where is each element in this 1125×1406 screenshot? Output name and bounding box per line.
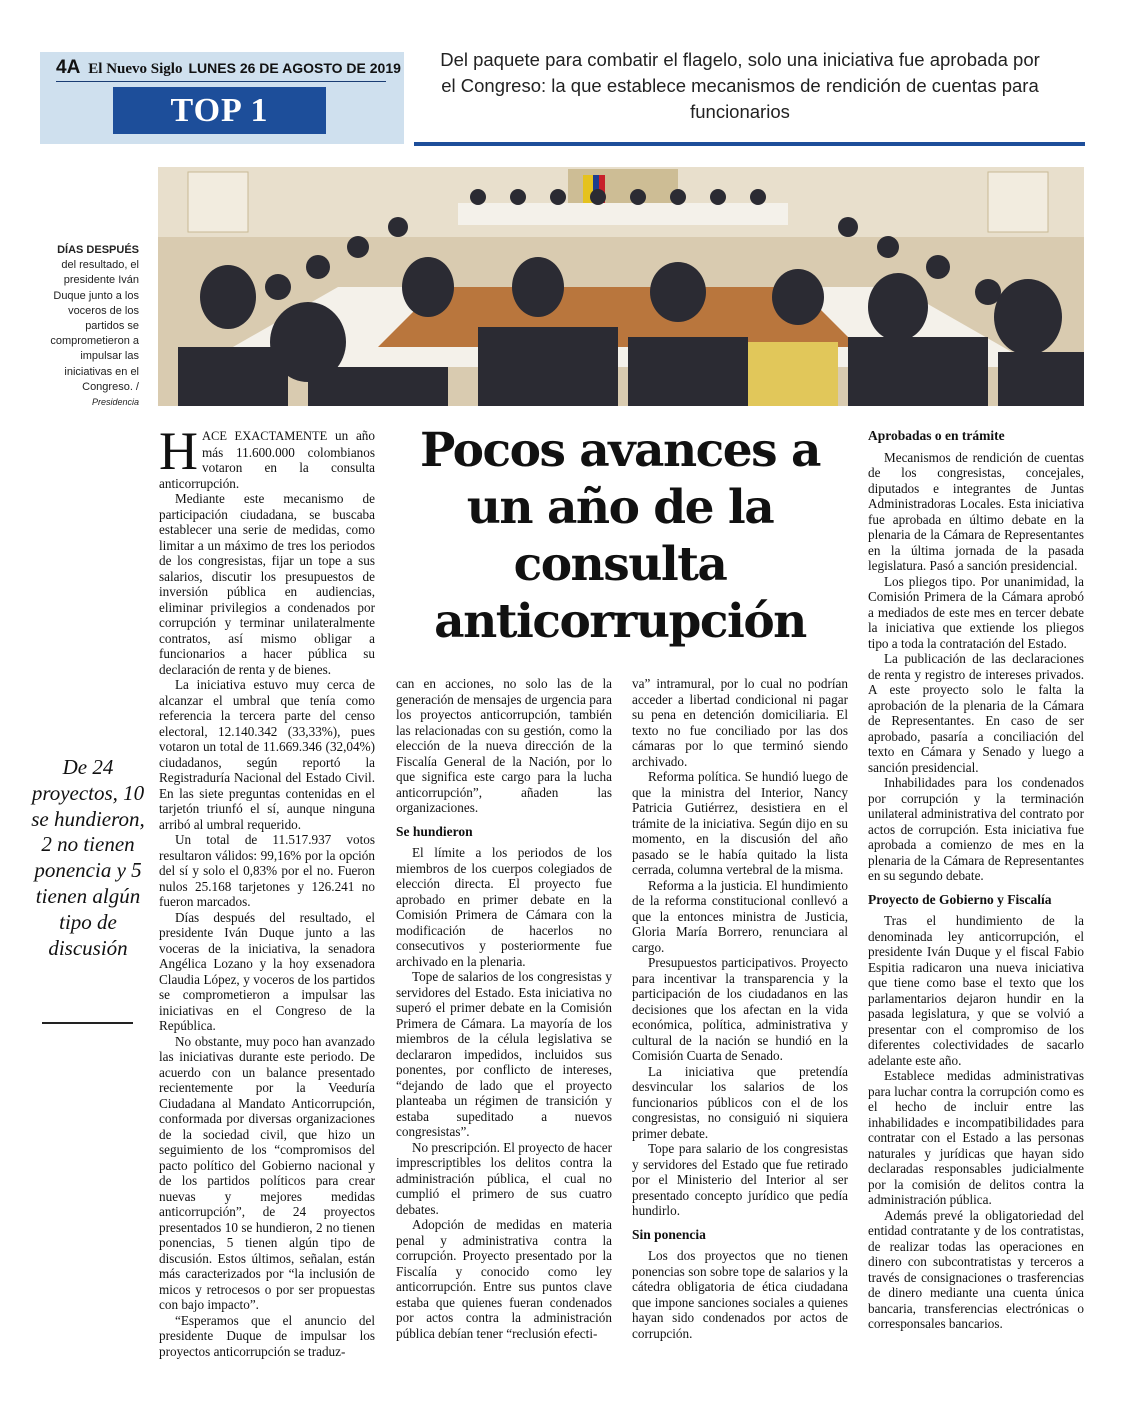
article-paragraph: Tope para salario de los congresistas y servidores del Estado que fue retirado por el Ministerio del Interior al ser presentado concepto jurídico que pedía hundirlo.	[632, 1141, 848, 1218]
folio-line	[56, 57, 401, 82]
article-column-4	[868, 428, 1084, 1332]
subheading: Proyecto de Gobierno y Fiscalía	[868, 891, 1052, 907]
kicker-text: Del paquete para combatir el flagelo, solo una iniciativa fue aprobada por el Congreso: la que establece mecanismos de rendición de cuentas para funcionarios	[440, 49, 1040, 122]
meeting-photo	[158, 167, 1084, 406]
photo-caption	[36, 243, 139, 410]
page-number: 4A	[56, 57, 81, 78]
article-paragraph: Días después del resultado, el presidente Iván Duque junto a las voceras de la iniciativa, la senadora Angélica Lozano y la hoy exsenadora Claudia López, y voceros de los partidos se comprometieron a impulsar las iniciativas en el Congreso de la República.	[159, 909, 375, 1033]
article-paragraph: Presupuestos participativos. Proyecto para incentivar la transparencia y la participación de los ciudadanos en las decisiones que los afectan en la vida económica, política, administrativa y cultural de la nación se hundió en la Comisión Cuarta de Senado.	[632, 955, 848, 1063]
kicker-rule	[414, 142, 1085, 146]
article-column-1	[159, 421, 375, 1359]
article-paragraph: Los dos proyectos que no tienen ponencias son sobre tope de salarios y la cátedra obligatoria de ética ciudadana que impone sanciones sociales a quienes hayan sido condenados por actos de corrupción.	[632, 1248, 848, 1341]
intro-caps: ACE EXACTAMENTE	[202, 429, 328, 443]
article-paragraph: Tope de salarios de los congresistas y servidores del Estado. Esta iniciativa no superó el primer debate en la Comisión Primera de Cámara. La mayoría de los miembros de la célula legislativa se declararon impedidos, incluidos sus ponentes, por conflicto de intereses, “dejando de lado que el proyecto planteaba un régimen de transición y estaba supeditado a nuevos congresistas”.	[396, 969, 612, 1139]
article-paragraph: Tras el hundimiento de la denominada ley anticorrupción, el presidente Iván Duque y el fiscal Fabio Espitia radicaron una nueva iniciativa que tiene como base el texto que los parlamentarios dejaron hundir en la pasada legislatura, y que se volvió a presentar con el compromiso de los diferentes colectividades de sacarlo adelante este año.	[868, 913, 1084, 1068]
article-paragraph: La publicación de las declaraciones de renta y registro de intereses privados. A este proyecto solo le falta la aprobación de la plenaria de la Cámara de Representantes. En caso de ser aprobado, pasaría a conciliación del texto en Cámara y Senado y luego a sanción presidencial.	[868, 651, 1084, 775]
article-paragraph: Mecanismos de rendición de cuentas de los congresistas, concejales, diputados e integrantes de Juntas Administradoras Locales. Esta iniciativa fue aprobada en último debate en la plenaria de la Cámara de Representantes en la última jornada de la pasada legislatura. Pasó a sanción presidencial.	[868, 449, 1084, 573]
pull-quote: De 24 proyectos, 10 se hundieron, 2 no tienen ponencia y 5 tienen algún tipo de discusión	[31, 755, 145, 960]
article-paragraph: “Esperamos que el anuncio del presidente Duque de impulsar los proyectos anticorrupción se traduz-	[159, 1312, 375, 1359]
article-paragraph: Establece medidas administrativas para luchar contra la corrupción como es el hecho de incluir entre las inhabilidades e incompatibilidades para contratar con el Estado a las personas naturales y jurídicas que hayan sido declaradas responsables judicialmente por la comisión de delitos contra la administración pública.	[868, 1068, 1084, 1207]
article-paragraph: va” intramural, por lo cual no podrían acceder a libertad condicional ni pagar su pena en detención domiciliaria. El texto no fue conciliado por las dos cámaras por lo que terminó siendo archivado.	[632, 676, 848, 769]
article-paragraph: can en acciones, no solo las de la generación de mensajes de urgencia para los proyectos anticorrupción, también las relacionadas con su gestión, como la elección de la nueva dirección de la Fiscalía General de la Nación, por lo que significa este cargo para la lucha anticorrupción”, añaden las organizaciones.	[396, 676, 612, 815]
article-column-3	[632, 676, 848, 1341]
caption-credit: Presidencia	[91, 397, 139, 408]
drop-cap: H	[159, 421, 198, 481]
pull-quote-rule	[42, 1022, 133, 1024]
article-paragraph: Mediante este mecanismo de participación ciudadana, se buscaba establecer una serie de medidas, como limitar a un máximo de tres los periodos de los congresistas, fijar un tope a sus salarios, discutir los presupuestos de inversión pública en audiencias, eliminar privilegios a condenados por corrupción y terminar unilateralmente contratos, así mismo obligar a funcionarios a hacer pública su declaración de renta y de bienes.	[159, 491, 375, 677]
article-paragraph: No obstante, muy poco han avanzado las iniciativas durante este periodo. De acuerdo con un balance presentado recientemente por la Veeduría Ciudadana al Mandato Anticorrupción, conformada por diversas organizaciones de la sociedad civil, que hizo un seguimiento de los “compromisos del pacto político del Gobierno nacional y de los partidos políticos para crear nuevas y mejores medidas anticorrupción”, de 24 proyectos presentados 10 se hundieron, 2 no tienen ponencias, 5 tienen algún tipo de discusión. Estos últimos, señalan, están más caracterizados por “la inclusión de micos y retrocesos o por ser propuestas con bajo impacto”.	[159, 1033, 375, 1312]
article-paragraph: La iniciativa estuvo muy cerca de alcanzar el umbral que tenía como referencia la tercera parte del censo electoral, 12.140.342 (33,33%), pues votaron un total de 11.669.346 (32,04%) ciudadanos, según reportó la Registraduría Nacional del Estado Civil. En las siete preguntas contenidas en el tarjetón triunfó el sí, aunque ninguna arribó al umbral requerido.	[159, 677, 375, 832]
subheading: Aprobadas o en trámite	[868, 428, 1005, 443]
article-paragraph: La iniciativa que pretendía desvincular los salarios de los funcionarios públicos con el de los congresistas, no consiguió ni siquiera primer debate.	[632, 1063, 848, 1141]
caption-text: del resultado, el presidente Iván Duque junto a los voceros de los partidos se comprometieron a impulsar las iniciativas en el Congreso. /	[50, 259, 139, 393]
issue-date: LUNES 26 DE AGOSTO DE 2019	[188, 60, 401, 76]
section-badge: TOP 1	[113, 87, 326, 134]
article-paragraph: Además prevé la obligatoriedad del entidad contratante y de los contratistas, de realizar todas las operaciones en dinero con subcontratistas y terceros a través de consignaciones o trasferencias de dinero mediante una cuenta única bancaria, transferencias electrónicas o corresponsales bancarios.	[868, 1207, 1084, 1331]
article-paragraph: El límite a los periodos de los miembros de los cuerpos colegiados de elección directa. El proyecto fue aprobado en primer debate en la Comisión Primera de Cámara con la modificación de hacerlos no consecutivos y posteriormente fue archivado en la plenaria.	[396, 845, 612, 969]
article-paragraph: HACE EXACTAMENTE un año más 11.600.000 colombianos votaron en la consulta anticorrupción.	[159, 421, 375, 491]
article-paragraph: Adopción de medidas en materia penal y administrativa contra la corrupción. Proyecto presentado por la Fiscalía y conocido como ley anticorrupción. Entre sus puntos clave estaba que quienes fueran condenados por actos contra la administración pública debían tener “reclusión efecti-	[396, 1217, 612, 1341]
article-paragraph: Reforma política. Se hundió luego de que la ministra del Interior, Nancy Patricia Gutiérrez, desistiera en el trámite de la iniciativa. Según dijo en su momento, en la discusión del año pasado se le había quitado la lista cerrada, columna vertebral de la misma.	[632, 769, 848, 877]
article-paragraph: Los pliegos tipo. Por unanimidad, la Comisión Primera de la Cámara aprobó a mediados de este mes en tercer debate la iniciativa que extiende los pliegos tipo a toda la contratación del Estado.	[868, 573, 1084, 651]
headline: Pocos avances a un año de la consulta anticorrupción	[420, 423, 820, 649]
newspaper-name: El Nuevo Siglo	[88, 61, 183, 77]
subheading: Sin ponencia	[632, 1226, 706, 1242]
article-paragraph: Inhabilidades para los condenados por corrupción y la terminación unilateral administrativa del contrato por actos de corrupción. Esta iniciativa fue aprobada a comienzo de mes en la plenaria de la Cámara de Representantes en su segundo debate.	[868, 775, 1084, 883]
article-paragraph: No prescripción. El proyecto de hacer imprescriptibles los delitos contra la administración pública, el cual no cumplió el primero de sus cuatro debates.	[396, 1139, 612, 1217]
caption-lead: DÍAS DESPUÉS	[57, 244, 139, 256]
article-paragraph: Un total de 11.517.937 votos resultaron válidos: 99,16% por la opción del sí y solo el 0,83% por el no. Fueron nulos 25.168 tarjetones y 126.241 no fueron marcados.	[159, 832, 375, 909]
subheading: Se hundieron	[396, 823, 473, 839]
meeting-photo-illustration	[158, 167, 1084, 406]
article-column-2	[396, 676, 612, 1341]
article-paragraph: Reforma a la justicia. El hundimiento de la reforma constitucional conllevó a que la entonces ministra de Justicia, Gloria María Borrero, renunciara al cargo.	[632, 877, 848, 955]
